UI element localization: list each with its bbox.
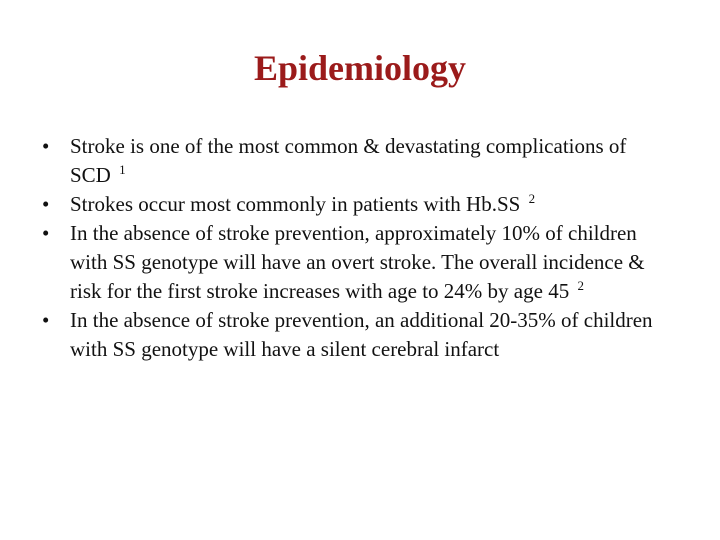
bullet-item bbox=[42, 306, 662, 364]
reference-superscript: 1 bbox=[119, 162, 126, 177]
reference-superscript: 2 bbox=[577, 278, 584, 293]
bullet-text: In the absence of stroke prevention, approximately 10% of children with SS genotype will have an overt stroke. The overall incidence & risk for the first stroke increases with age to 24% by age 45 bbox=[70, 221, 645, 303]
bullet-icon: • bbox=[42, 134, 50, 158]
bullet-item bbox=[42, 190, 662, 219]
bullet-item bbox=[42, 219, 662, 306]
bullet-text: Stroke is one of the most common & devastating complications of SCD bbox=[70, 134, 627, 187]
bullet-icon: • bbox=[42, 308, 50, 332]
bullet-icon: • bbox=[42, 192, 50, 216]
bullet-icon: • bbox=[42, 221, 50, 245]
bullet-item bbox=[42, 132, 662, 190]
bullet-text: In the absence of stroke prevention, an additional 20-35% of children with SS genotype will have a silent cerebral infarct bbox=[70, 308, 653, 361]
slide-title: Epidemiology bbox=[253, 48, 467, 88]
bullet-text: Strokes occur most commonly in patients with Hb.SS bbox=[70, 192, 521, 216]
bullet-list bbox=[42, 132, 662, 364]
reference-superscript: 2 bbox=[528, 191, 536, 206]
